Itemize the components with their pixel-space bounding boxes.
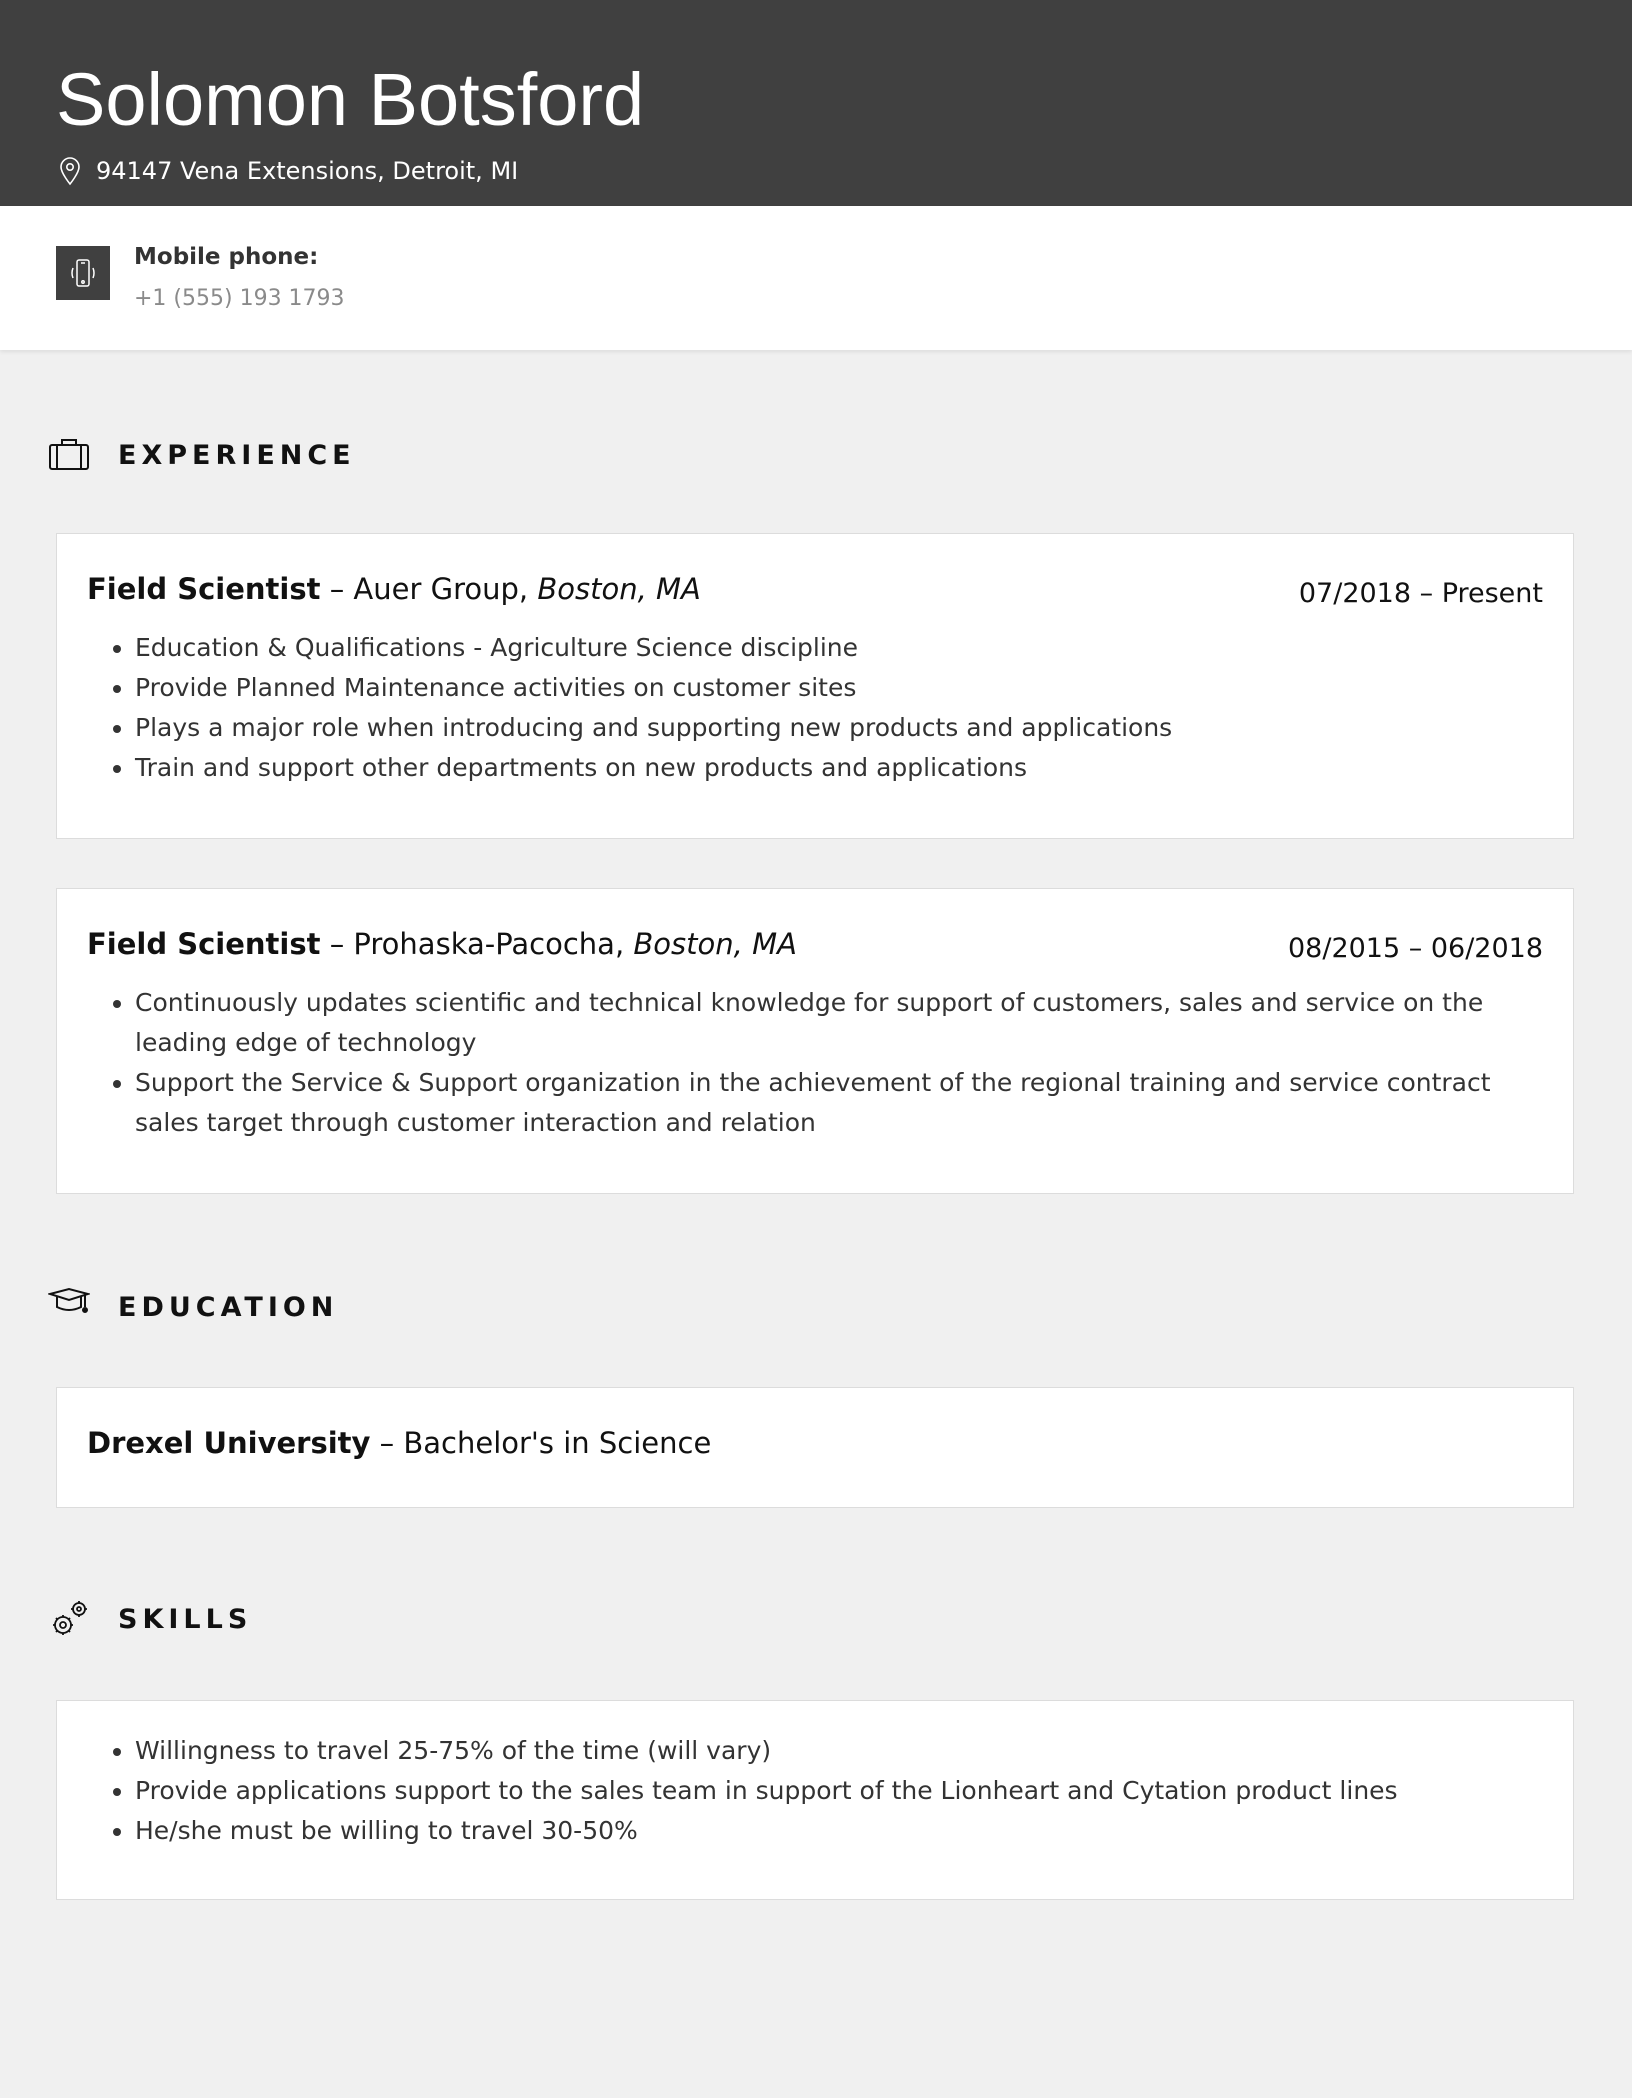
job-heading: [87, 927, 797, 961]
job-company: Prohaska-Pacocha: [353, 927, 615, 961]
skills-card: [56, 1700, 1574, 1900]
job-role: Field Scientist: [87, 927, 321, 961]
briefcase-icon: [48, 434, 90, 476]
mobile-phone-icon: [56, 246, 110, 300]
education-separator: –: [370, 1426, 404, 1460]
job-bullets: [87, 983, 1543, 1143]
job-heading: [87, 572, 701, 606]
job-bullets: [87, 628, 1543, 788]
education-line: [87, 1426, 711, 1460]
experience-card: [56, 888, 1574, 1194]
job-dates: 07/2018 – Present: [1298, 578, 1543, 609]
contact-label: Mobile phone:: [134, 244, 319, 270]
list-item: • Provide applications support to the sales team in support of the Lionheart and Cytation product lines: [135, 1771, 1543, 1811]
phone-number: +1 (555) 193 1793: [134, 286, 345, 311]
list-item: • Willingness to travel 25-75% of the time (will vary): [135, 1731, 1543, 1771]
list-item: • Continuously updates scientific and technical knowledge for support of customers, sales and service on the leading edge of technology: [135, 983, 1543, 1063]
list-item: • Education & Qualifications - Agriculture Science discipline: [135, 628, 1543, 668]
education-title: EDUCATION: [118, 1291, 339, 1323]
job-separator: –: [320, 572, 354, 606]
map-pin-icon: [58, 156, 82, 186]
list-item: • Provide Planned Maintenance activities on customer sites: [135, 668, 1543, 708]
candidate-name: Solomon Botsford: [56, 58, 645, 141]
list-item: • He/she must be willing to travel 30-50%: [135, 1811, 1543, 1851]
school-name: Drexel University: [87, 1426, 371, 1460]
education-heading: [48, 1286, 338, 1328]
job-location: Boston, MA: [537, 572, 701, 606]
experience-card: [56, 533, 1574, 839]
degree: Bachelor's in Science: [403, 1426, 712, 1460]
job-role: Field Scientist: [87, 572, 321, 606]
job-location: Boston, MA: [633, 927, 797, 961]
job-separator: –: [320, 927, 354, 961]
skills-title: SKILLS: [118, 1603, 253, 1635]
skills-heading: [48, 1598, 252, 1640]
gears-icon: [48, 1598, 90, 1640]
job-company: Auer Group: [353, 572, 519, 606]
list-item: • Train and support other departments on new products and applications: [135, 748, 1543, 788]
education-card: [56, 1387, 1574, 1508]
job-comma: ,: [518, 572, 538, 606]
job-comma: ,: [614, 927, 634, 961]
experience-title: EXPERIENCE: [118, 439, 356, 471]
job-dates: 08/2015 – 06/2018: [1288, 933, 1543, 964]
resume-header: [0, 0, 1632, 206]
experience-heading: [48, 434, 356, 476]
address-text: 94147 Vena Extensions, Detroit, MI: [96, 157, 519, 185]
contact-bar: [0, 206, 1632, 350]
graduation-cap-icon: [48, 1286, 90, 1328]
skills-list: [87, 1731, 1543, 1851]
list-item: • Support the Service & Support organization in the achievement of the regional training and service contract sales target through customer interaction and relation: [135, 1063, 1543, 1143]
list-item: • Plays a major role when introducing and supporting new products and applications: [135, 708, 1543, 748]
address-line: [58, 156, 518, 186]
